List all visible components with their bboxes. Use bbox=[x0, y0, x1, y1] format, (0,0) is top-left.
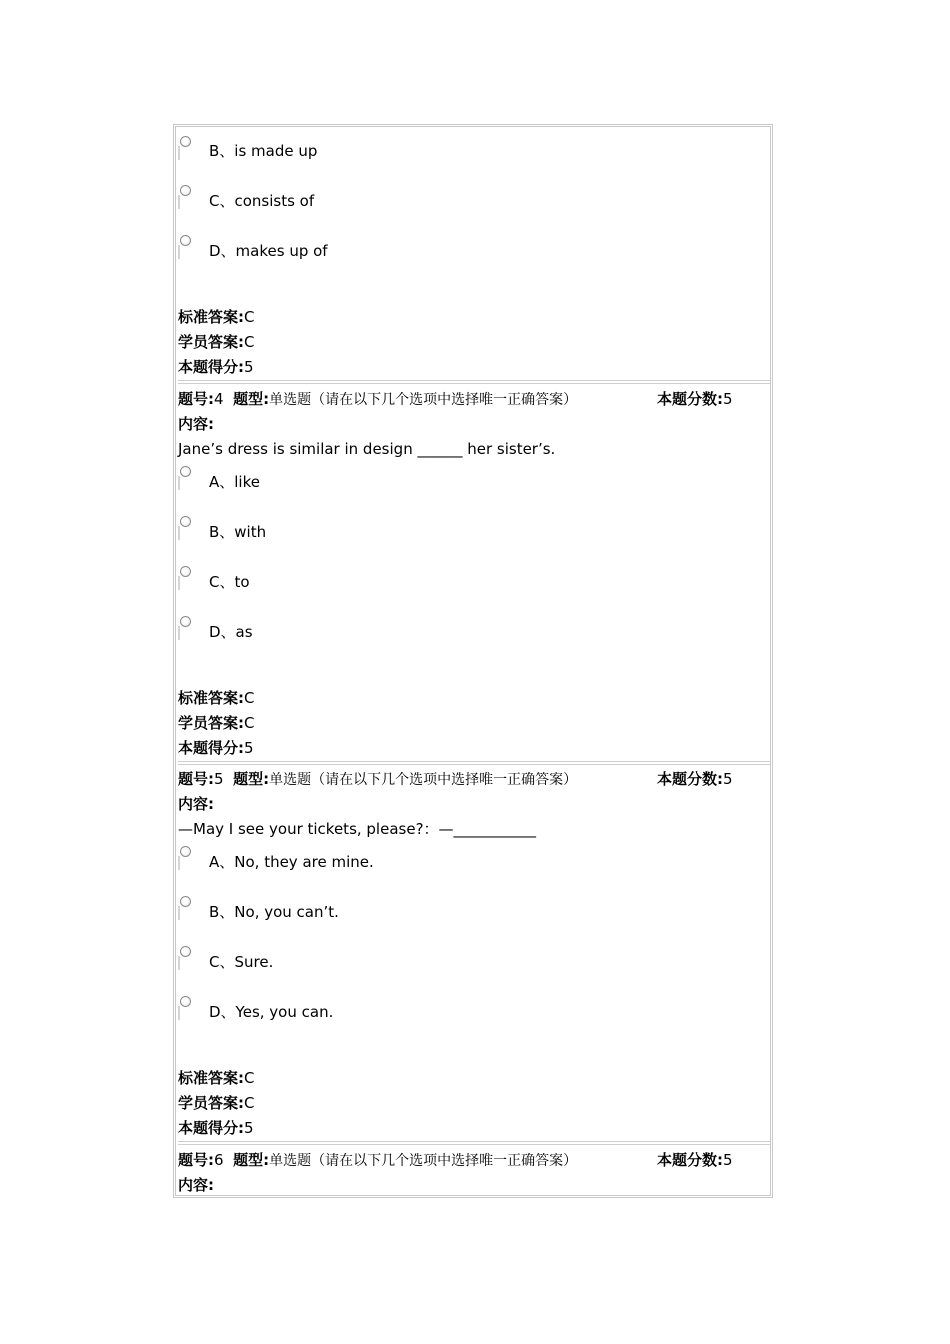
question-divider bbox=[178, 380, 770, 384]
q3-option-c-label: C、consists of bbox=[209, 192, 315, 210]
q5-standard-answer: 标准答案:C bbox=[178, 1069, 255, 1087]
q4-header: 题号:4 题型:单选题（请在以下几个选项中选择唯一正确答案） bbox=[178, 390, 578, 408]
q6-score: 本题分数:5 bbox=[657, 1151, 733, 1169]
q6-header: 题号:6 题型:单选题（请在以下几个选项中选择唯一正确答案） bbox=[178, 1151, 578, 1169]
q4-option-c-radio[interactable] bbox=[180, 566, 191, 577]
q3-option-c-radio[interactable] bbox=[180, 185, 191, 196]
q5-option-b-radio[interactable] bbox=[180, 896, 191, 907]
q4-option-b-label: B、with bbox=[209, 523, 267, 541]
q4-content-label: 内容: bbox=[178, 415, 214, 433]
q5-content-label: 内容: bbox=[178, 795, 214, 813]
q3-option-b-radio[interactable] bbox=[180, 136, 191, 147]
q5-student-answer: 学员答案:C bbox=[178, 1094, 255, 1112]
q3-option-d-radio[interactable] bbox=[180, 235, 191, 246]
q4-option-a-label: A、like bbox=[209, 473, 260, 491]
q5-option-a-label: A、No, they are mine. bbox=[209, 853, 374, 871]
q5-option-d-label: D、Yes, you can. bbox=[209, 1003, 334, 1021]
q5-question-text: —May I see your tickets, please?：—___________ bbox=[178, 820, 537, 838]
q3-obtained-score: 本题得分:5 bbox=[178, 358, 254, 376]
q5-obtained-score: 本题得分:5 bbox=[178, 1119, 254, 1137]
q5-score: 本题分数:5 bbox=[657, 770, 733, 788]
question-divider bbox=[178, 761, 770, 765]
q4-obtained-score: 本题得分:5 bbox=[178, 739, 254, 757]
q4-option-d-label: D、as bbox=[209, 623, 253, 641]
q3-student-answer: 学员答案:C bbox=[178, 333, 255, 351]
exam-review-panel bbox=[173, 124, 773, 1198]
q4-score: 本题分数:5 bbox=[657, 390, 733, 408]
q5-option-a-radio[interactable] bbox=[180, 846, 191, 857]
question-divider bbox=[178, 1141, 770, 1145]
q6-content-label: 内容: bbox=[178, 1176, 214, 1194]
q3-option-d-label: D、makes up of bbox=[209, 242, 328, 260]
q4-student-answer: 学员答案:C bbox=[178, 714, 255, 732]
q4-option-b-radio[interactable] bbox=[180, 516, 191, 527]
q5-option-b-label: B、No, you can’t. bbox=[209, 903, 339, 921]
q3-standard-answer: 标准答案:C bbox=[178, 308, 255, 326]
q5-option-d-radio[interactable] bbox=[180, 996, 191, 1007]
q5-option-c-label: C、Sure. bbox=[209, 953, 274, 971]
q5-header: 题号:5 题型:单选题（请在以下几个选项中选择唯一正确答案） bbox=[178, 770, 578, 788]
q3-option-b-label: B、is made up bbox=[209, 142, 318, 160]
q5-option-c-radio[interactable] bbox=[180, 946, 191, 957]
q4-option-d-radio[interactable] bbox=[180, 616, 191, 627]
q4-option-a-radio[interactable] bbox=[180, 466, 191, 477]
q4-standard-answer: 标准答案:C bbox=[178, 689, 255, 707]
q4-question-text: Jane’s dress is similar in design ______ her sister’s. bbox=[178, 440, 556, 458]
q4-option-c-label: C、to bbox=[209, 573, 250, 591]
